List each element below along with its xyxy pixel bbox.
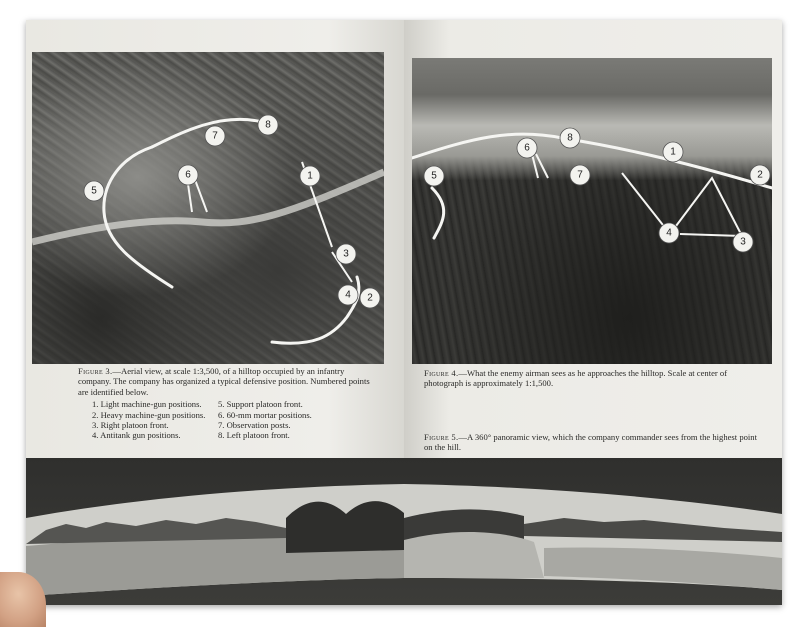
right-page — [404, 20, 782, 605]
figure4-marker-2 — [750, 165, 770, 185]
legend-item: 2. Heavy machine-gun positions. — [92, 409, 206, 420]
figure4-marker-4 — [659, 223, 679, 243]
figure4-marker-3 — [733, 232, 753, 252]
svg-text:3: 3 — [740, 236, 746, 248]
figure4-marker-7 — [570, 165, 590, 185]
figure4-caption-text: —What the enemy airman sees as he approaches the hilltop. Scale at center of photograph is approximately 1:1,500. — [424, 368, 728, 389]
svg-text:8: 8 — [567, 132, 573, 144]
panorama-left-half — [26, 458, 404, 605]
svg-text:3: 3 — [343, 248, 349, 260]
figure5-caption-text: —A 360° panoramic view, which the company commander sees from the highest point on the hill. — [424, 432, 757, 453]
legend-column-2 — [218, 399, 358, 441]
figure4-caption — [424, 368, 764, 389]
figure4-marker-6 — [517, 138, 537, 158]
svg-text:6: 6 — [524, 142, 530, 154]
svg-text:7: 7 — [212, 130, 218, 142]
svg-text:6: 6 — [185, 169, 191, 181]
aerial-photo-figure3 — [32, 52, 384, 364]
figure3-marker-4 — [338, 285, 358, 305]
legend-item: 4. Antitank gun positions. — [92, 430, 181, 441]
figure3-legend — [78, 399, 378, 441]
panorama-right-image — [404, 458, 782, 605]
svg-text:8: 8 — [265, 119, 271, 131]
svg-text:7: 7 — [577, 169, 583, 181]
svg-text:2: 2 — [367, 292, 373, 304]
figure5-label: Figure 5. — [424, 432, 459, 442]
figure3-marker-7 — [205, 126, 225, 146]
svg-text:5: 5 — [91, 185, 97, 197]
figure3-marker-5 — [84, 181, 104, 201]
svg-text:1: 1 — [670, 146, 676, 158]
left-page — [26, 20, 404, 605]
figure3-label: Figure 3. — [78, 366, 113, 376]
panorama-left-image — [26, 458, 404, 605]
figure5-caption — [424, 432, 764, 453]
legend-item: 6. 60-mm mortar positions. — [218, 409, 312, 420]
oblique-photo-figure4 — [412, 58, 772, 364]
svg-text:1: 1 — [307, 170, 313, 182]
figure3-caption — [78, 366, 378, 441]
svg-text:2: 2 — [757, 169, 763, 181]
figure4-marker-1 — [663, 142, 683, 162]
legend-item: 1. Light machine-gun positions. — [92, 399, 202, 410]
figure3-overlay — [32, 52, 384, 364]
figure3-marker-3 — [336, 244, 356, 264]
figure4-marker-5 — [424, 166, 444, 186]
figure3-marker-6 — [178, 165, 198, 185]
svg-text:4: 4 — [666, 227, 672, 239]
figure3-caption-text: —Aerial view, at scale 1:3,500, of a hilltop occupied by an infantry company. The company has organized a typical defensive position. Numbered points are identified below. — [78, 366, 370, 397]
figure3-marker-8 — [258, 115, 278, 135]
legend-item: 3. Right platoon front. — [92, 420, 169, 431]
figure4-marker-8 — [560, 128, 580, 148]
svg-text:4: 4 — [345, 289, 351, 301]
figure4-overlay — [412, 58, 772, 364]
legend-item: 7. Observation posts. — [218, 420, 291, 431]
open-booklet — [26, 20, 782, 605]
legend-column-1 — [78, 399, 218, 441]
figure4-label: Figure 4. — [424, 368, 459, 378]
figure3-marker-2 — [360, 288, 380, 308]
figure3-marker-1 — [300, 166, 320, 186]
legend-item: 8. Left platoon front. — [218, 430, 290, 441]
panorama-right-half — [404, 458, 782, 605]
legend-item: 5. Support platoon front. — [218, 399, 303, 410]
svg-text:5: 5 — [431, 170, 437, 182]
